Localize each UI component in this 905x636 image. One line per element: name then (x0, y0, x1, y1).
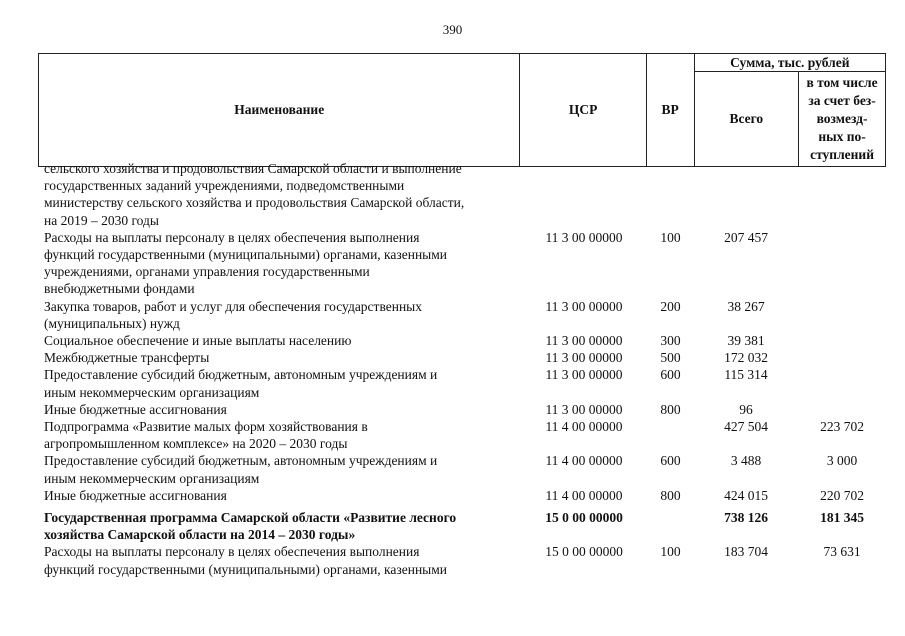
row-csr: 15 0 00 00000 (545, 544, 623, 560)
header-total: Всего (694, 72, 799, 167)
row-name (38, 401, 521, 418)
row-name-line: Государственная программа Самарской области «Развитие лесного (44, 510, 457, 526)
row-total: 38 267 (727, 298, 765, 314)
row-including: 223 702 (820, 419, 864, 435)
row-name (38, 366, 521, 400)
header-including-line: ных по- (818, 129, 866, 144)
row-csr: 11 3 00 00000 (545, 333, 623, 349)
row-name-line: Иные бюджетные ассигнования (44, 401, 227, 417)
row-csr: 11 3 00 00000 (545, 229, 623, 245)
row-name (38, 332, 521, 349)
row-name-line: государственных заданий учреждениями, подведомственными (44, 178, 405, 194)
row-name-line: министерству сельского хозяйства и продовольствия Самарской области, (44, 195, 465, 211)
table-row (38, 543, 888, 577)
row-name-line: на 2019 – 2030 годы (44, 212, 159, 228)
row-name-line: сельского хозяйства и продовольствия Самарской области и выполнение (44, 161, 462, 176)
header-including (799, 72, 886, 167)
row-including: 181 345 (820, 510, 864, 526)
row-vr: 200 (660, 298, 681, 314)
table-row (38, 366, 888, 400)
row-csr: 11 3 00 00000 (545, 350, 623, 366)
row-including: 220 702 (820, 487, 864, 503)
page-number: 390 (442, 22, 463, 37)
row-name-line: Межбюджетные трансферты (44, 350, 210, 366)
header-including-line: в том числе (806, 75, 878, 90)
row-vr: 800 (660, 401, 681, 417)
row-name (38, 452, 521, 486)
table-header (38, 53, 886, 167)
row-name-line: Закупка товаров, работ и услуг для обеспечения государственных (44, 298, 423, 314)
row-name-line: (муниципальных) нужд (44, 315, 180, 331)
table-row (38, 487, 888, 504)
table-row (38, 401, 888, 418)
row-vr: 100 (660, 229, 681, 245)
row-csr: 11 4 00 00000 (545, 487, 623, 503)
row-name (38, 487, 521, 504)
row-csr: 11 3 00 00000 (545, 367, 623, 383)
header-including-line: возмезд- (816, 111, 868, 126)
row-name (38, 298, 521, 332)
row-total: 207 457 (724, 229, 768, 245)
row-name (38, 509, 521, 543)
row-name-line: Расходы на выплаты персоналу в целях обеспечения выполнения (44, 544, 420, 560)
row-name-line: Расходы на выплаты персоналу в целях обеспечения выполнения (44, 229, 420, 245)
row-total: 183 704 (724, 544, 768, 560)
row-csr: 11 3 00 00000 (545, 298, 623, 314)
row-total: 96 (739, 401, 753, 417)
row-csr: 11 4 00 00000 (545, 453, 623, 469)
row-name-line: хозяйства Самарской области на 2014 – 2030 годы» (44, 527, 356, 543)
row-including: 3 000 (826, 453, 858, 469)
row-vr: 300 (660, 333, 681, 349)
table-row (38, 349, 888, 366)
row-name (38, 418, 521, 452)
row-name (38, 349, 521, 366)
row-total: 115 314 (724, 367, 768, 383)
row-name-line: внебюджетными фондами (44, 281, 195, 297)
table-body (38, 160, 888, 578)
header-sum-group: Сумма, тыс. рублей (694, 54, 885, 72)
row-total: 3 488 (730, 453, 762, 469)
row-name (38, 160, 521, 229)
row-name-line: агропромышленном комплексе» на 2020 – 2030 годы (44, 436, 348, 452)
row-name-line: функций государственными (муниципальными) органами, казенными (44, 247, 448, 263)
table-row (38, 229, 888, 298)
header-name: Наименование (39, 54, 520, 167)
table-row (38, 452, 888, 486)
row-total: 427 504 (724, 419, 768, 435)
table-row (38, 418, 888, 452)
header-csr: ЦСР (520, 54, 646, 167)
row-vr: 100 (660, 544, 681, 560)
table-row (38, 160, 888, 229)
row-csr: 11 4 00 00000 (545, 419, 623, 435)
row-name-line: функций государственными (муниципальными) органами, казенными (44, 561, 448, 577)
table-row (38, 298, 888, 332)
row-including: 73 631 (823, 544, 861, 560)
header-vr: ВР (646, 54, 694, 167)
row-name (38, 543, 521, 577)
row-name-line: Социальное обеспечение и иные выплаты населению (44, 333, 352, 349)
row-total: 738 126 (724, 510, 768, 526)
row-name-line: Предоставление субсидий бюджетным, автономным учреждениям и (44, 367, 438, 383)
row-vr: 500 (660, 350, 681, 366)
row-vr: 800 (660, 487, 681, 503)
table-row (38, 332, 888, 349)
row-name-line: иным некоммерческим организациям (44, 384, 260, 400)
row-name-line: Иные бюджетные ассигнования (44, 487, 227, 503)
row-name-line: учреждениями, органами управления государственными (44, 264, 370, 280)
table-row (38, 509, 888, 543)
row-vr: 600 (660, 453, 681, 469)
row-name-line: Подпрограмма «Развитие малых форм хозяйствования в (44, 419, 368, 435)
row-total: 424 015 (724, 487, 768, 503)
row-name-line: иным некоммерческим организациям (44, 470, 260, 486)
row-name-line: Предоставление субсидий бюджетным, автономным учреждениям и (44, 453, 438, 469)
row-total: 39 381 (727, 333, 765, 349)
header-including-line: за счет без- (808, 93, 876, 108)
header-including-line: ступлений (810, 147, 874, 162)
row-vr: 600 (660, 367, 681, 383)
row-total: 172 032 (724, 350, 768, 366)
row-csr: 11 3 00 00000 (545, 401, 623, 417)
row-csr: 15 0 00 00000 (545, 510, 623, 526)
row-name (38, 229, 521, 298)
